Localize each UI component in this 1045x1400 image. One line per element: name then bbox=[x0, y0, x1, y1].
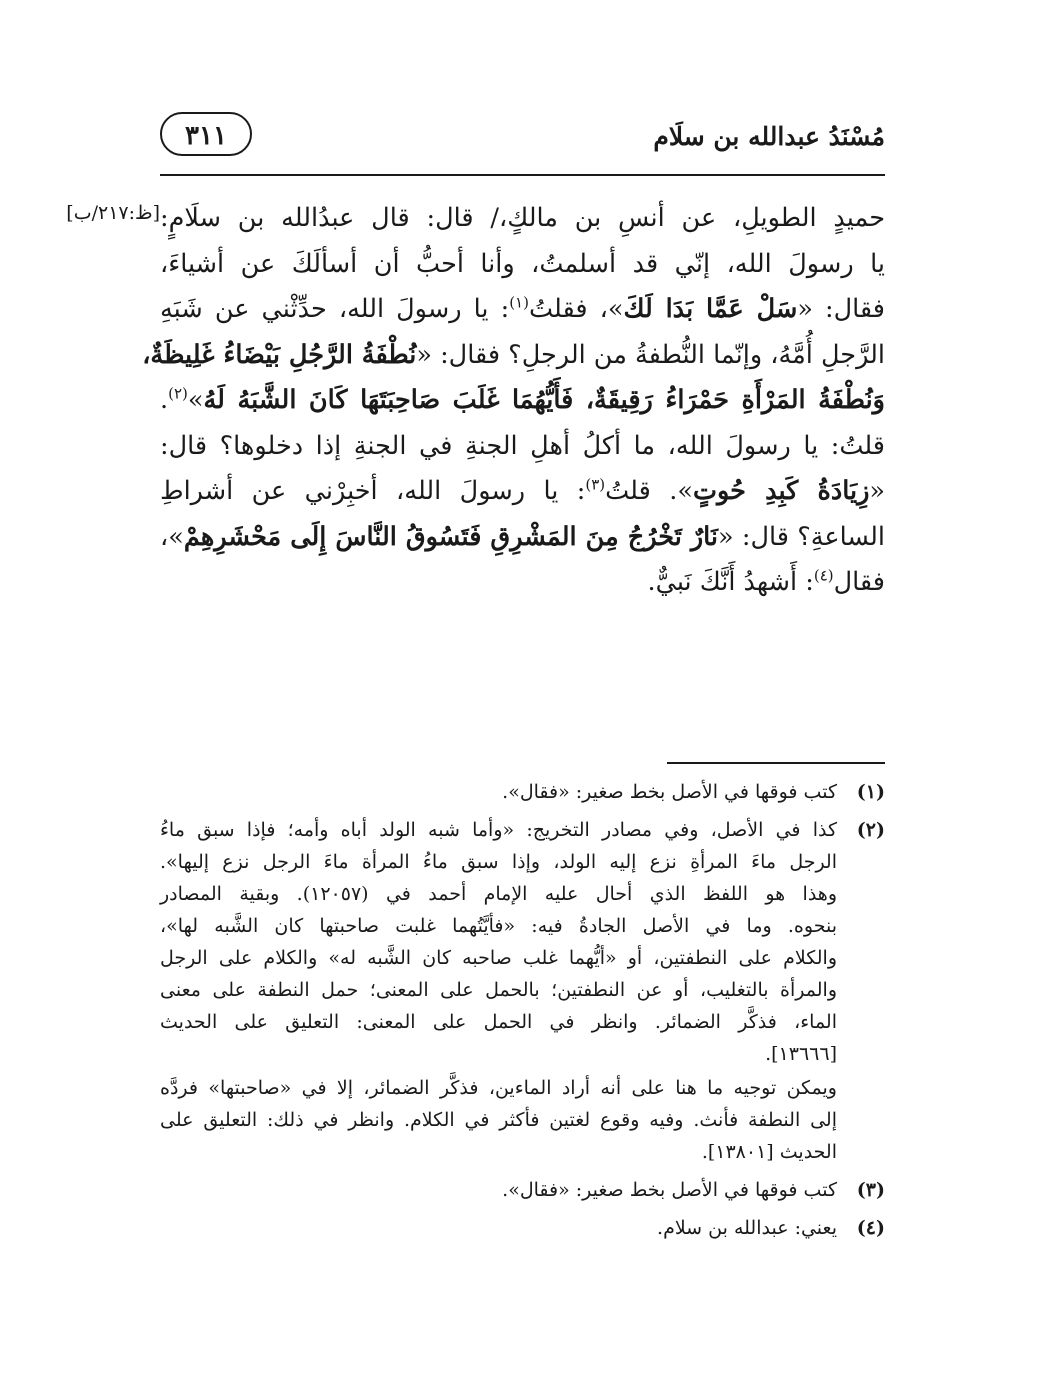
narration-text: الرَّجلِ أُمَّهُ، وإنّما النُّطفةُ من الرجلِ؟ فقال: « bbox=[416, 339, 885, 370]
narration-text: ». قلتُ bbox=[605, 476, 693, 506]
page-number-badge: ٣١١ bbox=[160, 112, 252, 156]
main-text-line bbox=[160, 424, 885, 470]
footnote bbox=[160, 1174, 885, 1206]
footnote bbox=[160, 1212, 885, 1244]
footnote-line: والكلام على النطفتين، أو «أيُّهما غلب صاحبه كان الشَّبه له» والكلام على الرجل bbox=[160, 947, 837, 969]
header-rule bbox=[160, 174, 885, 176]
footnotes-section bbox=[160, 776, 885, 1250]
footnote bbox=[160, 776, 885, 808]
narration-text: فقال: « bbox=[797, 294, 885, 324]
hadith-quote: زِيَادَةُ كَبِدِ حُوتٍ bbox=[692, 476, 870, 506]
footnote-line: بنحوه. وما في الأصل الجادةُ فيه: «فأيَّتُهما غلبت صاحبتها كان الشَّبه لها»، bbox=[160, 915, 837, 937]
main-text-line bbox=[160, 560, 885, 606]
footnote-reference: (٤) bbox=[813, 566, 834, 585]
narration-text: حميدٍ الطويلِ، عن أنسِ بن مالكٍ،/ قال: قال عبدُالله بن سلَامٍ: bbox=[160, 203, 885, 233]
narration-text: : يا رسولَ الله، حدِّثْني عن شَبَهِ bbox=[160, 294, 510, 324]
narration-text: : يا رسولَ الله، أخبِرْني عن أشراطِ bbox=[160, 476, 586, 506]
narration-text: . bbox=[160, 385, 169, 415]
page-header bbox=[160, 108, 885, 170]
narration-text: فقال bbox=[833, 567, 885, 597]
main-text-line bbox=[142, 333, 885, 379]
footnote-line: كتب فوقها في الأصل بخط صغير: «فقال». bbox=[502, 781, 837, 803]
hadith-quote: سَلْ عَمَّا بَدَا لَكَ bbox=[623, 294, 798, 324]
footnote-line: إلى النطفة فأنث. وفيه وقوع لغتين فأكثر في الكلام. وانظر في ذلك: التعليق على bbox=[160, 1109, 837, 1131]
footnote-line: وهذا هو اللفظ الذي أحال عليه الإمام أحمد في (١٢٠٥٧). وبقية المصادر bbox=[160, 883, 837, 905]
main-text-line bbox=[160, 196, 885, 242]
footnote bbox=[160, 814, 885, 1168]
narration-text: : أَشهدُ أَنَّكَ نَبيٌّ. bbox=[647, 567, 814, 597]
footnote-reference: (٣) bbox=[585, 475, 606, 494]
footnote-number: (٣) bbox=[856, 1179, 885, 1201]
footnote-reference: (٢) bbox=[168, 384, 188, 403]
narration-text: »، فقلتُ bbox=[528, 294, 624, 324]
footnote-line: كتب فوقها في الأصل بخط صغير: «فقال». bbox=[502, 1179, 837, 1201]
footnote-number: (٢) bbox=[856, 819, 885, 841]
footnote-line: الحديث [١٣٨٠١]. bbox=[701, 1141, 837, 1163]
narration-text: »، bbox=[160, 521, 184, 552]
main-text-body bbox=[142, 196, 886, 606]
margin-manuscript-reference: [ظ:٢١٧/ب] bbox=[66, 202, 160, 224]
footnote-line: الرجل ماءَ المرأةِ نزع إليه الولد، وإذا سبق ماءُ المرأة ماءَ الرجل نزع إليها». bbox=[160, 851, 837, 873]
hadith-quote: وَنُطْفَةُ المَرْأَةِ حَمْرَاءُ رَقِيقَةٌ، فَأَيُّهُمَا غَلَبَ صَاحِبَتَهَا كَانَ الشَّبَهُ لَهُ bbox=[203, 385, 885, 415]
narration-text: الساعةِ؟ قال: « bbox=[718, 521, 885, 552]
narration-text: قلتُ: يا رسولَ الله، ما أكلُ أهلِ الجنةِ في الجنةِ إذا دخلوها؟ قال: bbox=[160, 430, 885, 461]
narration-text: يا رسولَ الله، إنّي قد أسلمتُ، وأنا أحبُّ أن أسألَكَ عن أشياءَ، bbox=[160, 248, 885, 279]
footnote-reference: (١) bbox=[509, 293, 529, 312]
footnote-line: ويمكن توجيه ما هنا على أنه أراد الماءين، فذكَّر الضمائر، إلا في «صاحبتها» فردَّه bbox=[160, 1077, 837, 1099]
footnote-number: (٤) bbox=[856, 1217, 885, 1239]
footnote-separator bbox=[667, 762, 885, 764]
main-text-line bbox=[160, 242, 885, 288]
footnote-line: والمرأة بالتغليب، أو عن النطفتين؛ بالحمل على المعنى؛ حمل النطفة على معنى bbox=[160, 979, 837, 1001]
hadith-quote: نُطْفَةُ الرَّجُلِ بَيْضَاءُ غَلِيظَةٌ، bbox=[142, 339, 417, 370]
footnote-line: الماء، فذكَّر الضمائر. وانظر في الحمل على المعنى: التعليق على الحديث bbox=[160, 1011, 837, 1033]
hadith-quote: نَارٌ تَخْرُجُ مِنَ المَشْرِقِ فَتَسُوقُ النَّاسَ إِلَى مَحْشَرِهِمْ bbox=[183, 521, 719, 552]
footnote-line: كذا في الأصل، وفي مصادر التخريج: «وأما شبه الولد أباه وأمه؛ فإذا سبق ماءُ bbox=[160, 819, 837, 841]
narration-text: » bbox=[187, 385, 204, 415]
main-text-line bbox=[160, 515, 885, 561]
footnote-number: (١) bbox=[856, 781, 885, 803]
main-text-line bbox=[160, 287, 885, 333]
footnote-line: يعني: عبدالله بن سلام. bbox=[657, 1217, 837, 1239]
narration-text: « bbox=[869, 476, 886, 506]
footnote-line: [١٣٦٦٦]. bbox=[765, 1043, 837, 1065]
running-title: مُسْنَدُ عبدالله بن سلَام bbox=[653, 122, 885, 151]
main-text-line bbox=[160, 469, 885, 515]
main-text-line bbox=[160, 378, 885, 424]
